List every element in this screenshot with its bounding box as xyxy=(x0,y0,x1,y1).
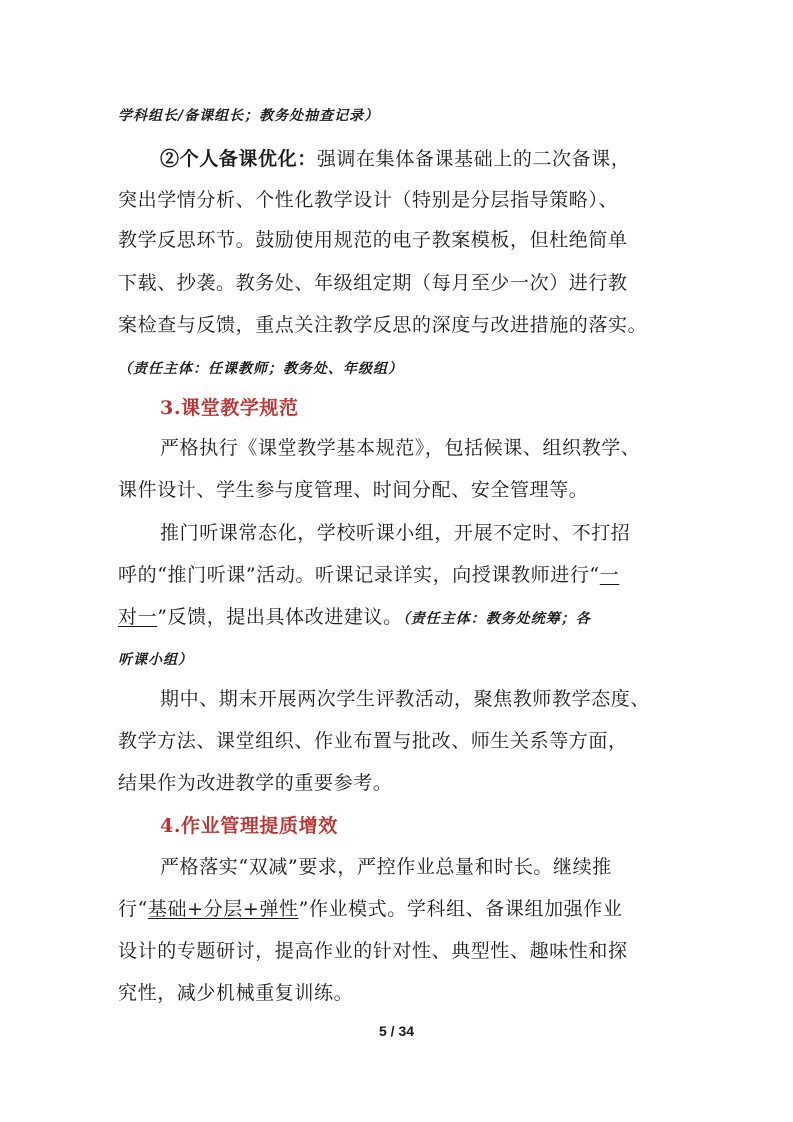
section-heading-4: 4.作业管理提质增效 xyxy=(160,815,338,837)
responsibility-note: 听课小组） xyxy=(118,652,193,668)
paragraph-line: 设计的专题研讨，提高作业的针对性、典型性、趣味性和探 xyxy=(118,940,628,962)
responsibility-note: 学科组长/备课组长；教务处抽查记录） xyxy=(118,108,380,124)
paragraph-line: 期中、期末开展两次学生评教活动，聚焦教师教学态度、 xyxy=(160,688,651,710)
paragraph-line: 严格执行《课堂教学基本规范》，包括候课、组织教学、 xyxy=(160,437,641,459)
paragraph-line: 突出学情分析、个性化教学设计（特别是分层指导策略）、 xyxy=(118,189,619,211)
paragraph-line: 究性，减少机械重复训练。 xyxy=(118,982,354,1004)
paragraph-line: 案检查与反馈，重点关注教学反思的深度与改进措施的落实。 xyxy=(118,314,648,336)
responsibility-note: （责任主体：任课教师；教务处、年级组） xyxy=(118,361,403,377)
line-text: 呼的“推门听课”活动。听课记录详实，向授课教师进行“ xyxy=(118,564,600,586)
underlined-text: 对一 xyxy=(118,606,158,628)
paragraph-line xyxy=(118,897,678,921)
paragraph-line: 教学方法、课堂组织、作业布置与批改、师生关系等方面， xyxy=(118,730,628,752)
underlined-text: 一 xyxy=(599,564,620,586)
line-text: ”反馈，提出具体改进建议。 xyxy=(157,606,403,628)
paragraph-line xyxy=(118,605,678,631)
paragraph-line: 教学反思环节。鼓励使用规范的电子教案模板，但杜绝简单 xyxy=(118,229,628,251)
section-heading-3: 3.课堂教学规范 xyxy=(160,397,299,419)
paragraph-line: 严格落实“双减”要求，严控作业总量和时长。继续推 xyxy=(160,856,612,878)
line-text: 行“ xyxy=(118,898,148,920)
paragraph-line xyxy=(118,563,678,587)
page-number: 5 / 34 xyxy=(378,1023,415,1039)
underlined-text: 基础+分层+弹性 xyxy=(147,898,299,920)
paragraph-line: 下载、抄袭。教务处、年级组定期（每月至少一次）进行教 xyxy=(118,272,628,294)
line-text: ”作业模式。学科组、备课组加强作业 xyxy=(298,898,623,920)
paragraph-line: 结果作为改进教学的重要参考。 xyxy=(118,772,393,794)
line-text: 强调在集体备课基础上的二次备课， xyxy=(316,148,631,170)
paragraph-line xyxy=(160,147,720,171)
responsibility-note: （责任主体：教务处统筹；各 xyxy=(402,611,591,627)
paragraph-line: 推门听课常态化，学校听课小组，开展不定时、不打招 xyxy=(160,522,631,544)
subheading-personal-prep: ②个人备课优化： xyxy=(160,148,317,170)
paragraph-line: 课件设计、学生参与度管理、时间分配、安全管理等。 xyxy=(118,479,589,501)
